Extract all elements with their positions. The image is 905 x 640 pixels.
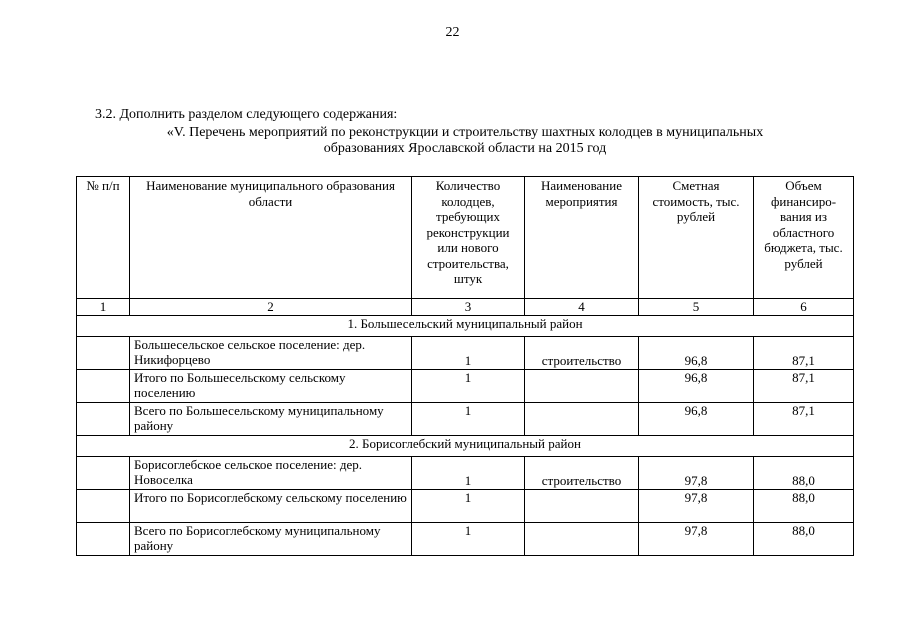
heading-line-1: «V. Перечень мероприятий по реконструкции и строительству шахтных колодцев в муниципальных	[166, 125, 764, 140]
intro-text: 3.2. Дополнить разделом следующего содержания:	[95, 107, 398, 122]
section-row	[77, 435, 854, 456]
section-title: 1. Большесельский муниципальный район	[77, 315, 854, 336]
table-row	[77, 369, 854, 402]
header-cell: Наименование муниципального образования области	[130, 177, 412, 299]
column-number: 6	[754, 299, 854, 316]
header-cell: Количество колодцев, требующих реконструкции или нового строительства, штук	[412, 177, 525, 299]
regional-funding: 88,0	[754, 456, 854, 489]
estimated-cost: 97,8	[639, 456, 754, 489]
row-number-cell	[77, 489, 130, 522]
section-heading	[120, 125, 810, 157]
regional-funding: 87,1	[754, 369, 854, 402]
row-number-cell	[77, 369, 130, 402]
well-count: 1	[412, 336, 525, 369]
estimated-cost: 97,8	[639, 489, 754, 522]
row-number-cell	[77, 456, 130, 489]
well-count: 1	[412, 522, 525, 555]
header-cell: № п/п	[77, 177, 130, 299]
estimated-cost: 96,8	[639, 336, 754, 369]
municipality-name: Всего по Большесельскому муниципальному району	[130, 402, 412, 435]
activity	[525, 402, 639, 435]
header-cell: Объем финансиро-вания из областного бюджета, тыс. рублей	[754, 177, 854, 299]
column-number: 5	[639, 299, 754, 316]
table-row	[77, 522, 854, 555]
column-number: 3	[412, 299, 525, 316]
municipality-name: Борисоглебское сельское поселение: дер. Новоселка	[130, 456, 412, 489]
estimated-cost: 97,8	[639, 522, 754, 555]
column-number: 4	[525, 299, 639, 316]
table-row	[77, 402, 854, 435]
activity	[525, 522, 639, 555]
activity	[525, 489, 639, 522]
row-number-cell	[77, 402, 130, 435]
page-number: 22	[445, 25, 460, 40]
municipality-name: Большесельское сельское поселение: дер. Никифорцево	[130, 336, 412, 369]
table-row	[77, 489, 854, 522]
section-row	[77, 315, 854, 336]
municipality-name: Итого по Большесельскому сельскому поселению	[130, 369, 412, 402]
well-count: 1	[412, 369, 525, 402]
heading-line-2: образованиях Ярославской области на 2015 год	[323, 141, 607, 156]
estimated-cost: 96,8	[639, 402, 754, 435]
header-cell: Наименование мероприятия	[525, 177, 639, 299]
table-row	[77, 336, 854, 369]
activity: строительство	[525, 336, 639, 369]
measures-table	[76, 176, 854, 556]
column-number: 1	[77, 299, 130, 316]
activity	[525, 369, 639, 402]
regional-funding: 87,1	[754, 336, 854, 369]
activity: строительство	[525, 456, 639, 489]
municipality-name: Всего по Борисоглебскому муниципальному району	[130, 522, 412, 555]
row-number-cell	[77, 522, 130, 555]
well-count: 1	[412, 402, 525, 435]
regional-funding: 88,0	[754, 489, 854, 522]
column-number-row	[77, 299, 854, 316]
well-count: 1	[412, 456, 525, 489]
municipality-name: Итого по Борисоглебскому сельскому поселению	[130, 489, 412, 522]
header-row	[77, 177, 854, 299]
estimated-cost: 96,8	[639, 369, 754, 402]
column-number: 2	[130, 299, 412, 316]
section-title: 2. Борисоглебский муниципальный район	[77, 435, 854, 456]
row-number-cell	[77, 336, 130, 369]
well-count: 1	[412, 489, 525, 522]
regional-funding: 88,0	[754, 522, 854, 555]
regional-funding: 87,1	[754, 402, 854, 435]
table-row	[77, 456, 854, 489]
header-cell: Сметная стоимость, тыс. рублей	[639, 177, 754, 299]
